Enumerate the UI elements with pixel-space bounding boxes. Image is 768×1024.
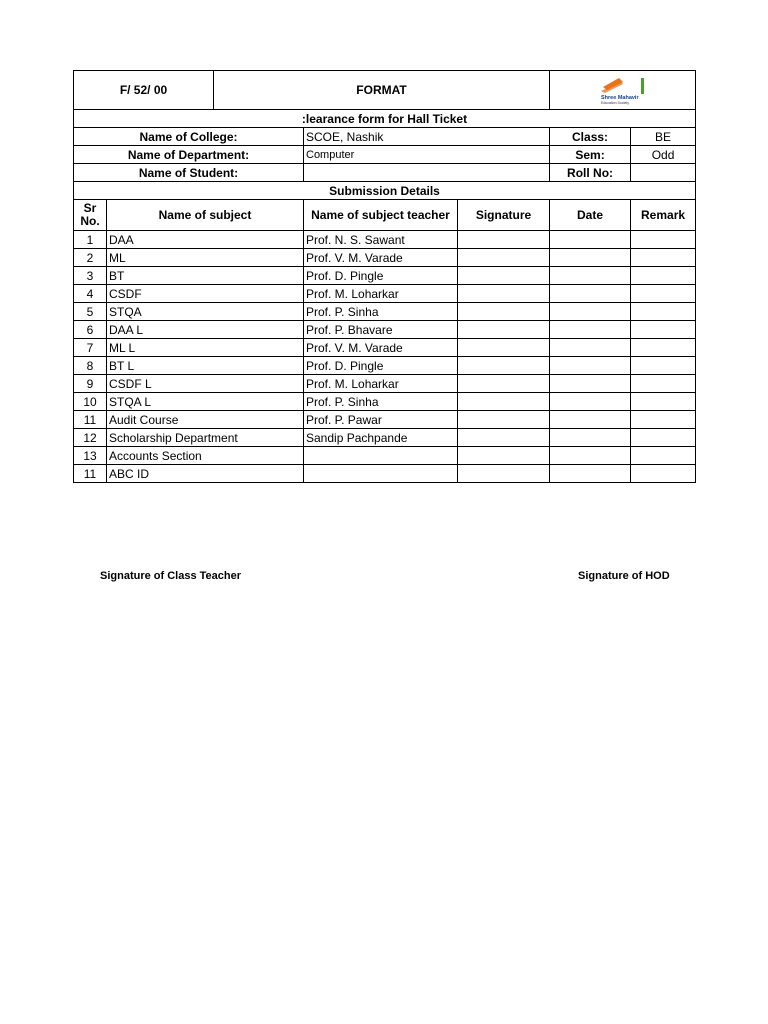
row-remark[interactable] <box>631 393 696 411</box>
table-row <box>74 249 696 267</box>
class-label: Class: <box>550 128 631 146</box>
department-label: Name of Department: <box>74 146 304 164</box>
row-sr: 12 <box>74 429 107 447</box>
submission-rows <box>74 231 696 483</box>
department-value: Computer <box>304 146 550 164</box>
row-signature[interactable] <box>458 375 550 393</box>
sem-value: Odd <box>631 146 696 164</box>
row-remark[interactable] <box>631 447 696 465</box>
row-remark[interactable] <box>631 231 696 249</box>
table-row <box>74 231 696 249</box>
row-sr: 4 <box>74 285 107 303</box>
row-remark[interactable] <box>631 339 696 357</box>
row-date[interactable] <box>550 357 631 375</box>
row-sr: 1 <box>74 231 107 249</box>
row-sr: 10 <box>74 393 107 411</box>
row-date[interactable] <box>550 231 631 249</box>
row-teacher: Prof. N. S. Sawant <box>304 231 458 249</box>
class-value: BE <box>631 128 696 146</box>
student-row <box>74 164 696 182</box>
row-sr: 3 <box>74 267 107 285</box>
row-date[interactable] <box>550 447 631 465</box>
row-remark[interactable] <box>631 249 696 267</box>
row-date[interactable] <box>550 285 631 303</box>
table-row <box>74 375 696 393</box>
row-remark[interactable] <box>631 285 696 303</box>
row-sr: 7 <box>74 339 107 357</box>
row-signature[interactable] <box>458 357 550 375</box>
row-sr: 11 <box>74 411 107 429</box>
sem-label: Sem: <box>550 146 631 164</box>
student-label: Name of Student: <box>74 164 304 182</box>
row-subject: Accounts Section <box>107 447 304 465</box>
row-signature[interactable] <box>458 303 550 321</box>
row-date[interactable] <box>550 375 631 393</box>
row-teacher: Prof. D. Pingle <box>304 357 458 375</box>
column-header-row <box>74 200 696 231</box>
row-teacher: Prof. M. Loharkar <box>304 375 458 393</box>
table-row <box>74 465 696 483</box>
col-date: Date <box>550 200 631 231</box>
row-date[interactable] <box>550 411 631 429</box>
row-date[interactable] <box>550 393 631 411</box>
row-remark[interactable] <box>631 303 696 321</box>
row-signature[interactable] <box>458 231 550 249</box>
row-teacher: Prof. P. Pawar <box>304 411 458 429</box>
section-title-row <box>74 182 696 200</box>
hod-signature-label: Signature of HOD <box>578 570 670 582</box>
col-signature: Signature <box>458 200 550 231</box>
logo-text: Shree Mahavir <box>600 95 639 101</box>
logo-subtext: Education Society <box>600 101 629 105</box>
roll-label: Roll No: <box>550 164 631 182</box>
logo-icon <box>599 75 647 105</box>
clearance-form-table <box>73 70 696 483</box>
row-teacher: Prof. M. Loharkar <box>304 285 458 303</box>
row-remark[interactable] <box>631 375 696 393</box>
row-teacher: Prof. D. Pingle <box>304 267 458 285</box>
row-subject: DAA <box>107 231 304 249</box>
class-teacher-signature-label: Signature of Class Teacher <box>100 570 242 582</box>
row-remark[interactable] <box>631 411 696 429</box>
col-remark: Remark <box>631 200 696 231</box>
table-row <box>74 411 696 429</box>
row-date[interactable] <box>550 465 631 483</box>
row-signature[interactable] <box>458 339 550 357</box>
row-date[interactable] <box>550 249 631 267</box>
department-row <box>74 146 696 164</box>
table-row <box>74 393 696 411</box>
table-row <box>74 267 696 285</box>
row-teacher: Prof. P. Sinha <box>304 303 458 321</box>
row-remark[interactable] <box>631 357 696 375</box>
row-sr: 6 <box>74 321 107 339</box>
row-teacher: Prof. V. M. Varade <box>304 339 458 357</box>
table-row <box>74 339 696 357</box>
row-signature[interactable] <box>458 267 550 285</box>
row-teacher: Prof. P. Sinha <box>304 393 458 411</box>
col-sr: Sr No. <box>74 200 107 231</box>
row-date[interactable] <box>550 429 631 447</box>
form-header-row <box>74 71 696 110</box>
row-subject: ML L <box>107 339 304 357</box>
table-row <box>74 429 696 447</box>
row-sr: 5 <box>74 303 107 321</box>
row-date[interactable] <box>550 339 631 357</box>
row-signature[interactable] <box>458 447 550 465</box>
college-value: SCOE, Nashik <box>304 128 550 146</box>
college-label: Name of College: <box>74 128 304 146</box>
row-remark[interactable] <box>631 465 696 483</box>
row-signature[interactable] <box>458 429 550 447</box>
row-remark[interactable] <box>631 267 696 285</box>
section-title: Submission Details <box>74 182 696 200</box>
table-row <box>74 303 696 321</box>
row-teacher <box>304 465 458 483</box>
form-title: :learance form for Hall Ticket <box>74 110 696 128</box>
row-sr: 11 <box>74 465 107 483</box>
row-sr: 2 <box>74 249 107 267</box>
col-subject: Name of subject <box>107 200 304 231</box>
institution-logo <box>599 75 647 105</box>
form-format-label: FORMAT <box>214 71 550 110</box>
row-subject: STQA L <box>107 393 304 411</box>
row-signature[interactable] <box>458 465 550 483</box>
row-teacher: Prof. V. M. Varade <box>304 249 458 267</box>
table-row <box>74 321 696 339</box>
row-teacher: Prof. P. Bhavare <box>304 321 458 339</box>
row-teacher: Sandip Pachpande <box>304 429 458 447</box>
row-signature[interactable] <box>458 249 550 267</box>
table-row <box>74 357 696 375</box>
logo-cell <box>550 71 696 110</box>
row-sr: 8 <box>74 357 107 375</box>
row-subject: ML <box>107 249 304 267</box>
row-subject: STQA <box>107 303 304 321</box>
form-code: F/ 52/ 00 <box>74 71 214 110</box>
row-subject: DAA L <box>107 321 304 339</box>
row-date[interactable] <box>550 321 631 339</box>
row-subject: Audit Course <box>107 411 304 429</box>
roll-value[interactable] <box>631 164 696 182</box>
row-subject: Scholarship Department <box>107 429 304 447</box>
row-subject: CSDF <box>107 285 304 303</box>
table-row <box>74 285 696 303</box>
form-title-row <box>74 110 696 128</box>
col-teacher: Name of subject teacher <box>304 200 458 231</box>
row-subject: CSDF L <box>107 375 304 393</box>
college-row <box>74 128 696 146</box>
row-subject: ABC ID <box>107 465 304 483</box>
row-signature[interactable] <box>458 285 550 303</box>
row-signature[interactable] <box>458 393 550 411</box>
row-teacher <box>304 447 458 465</box>
row-subject: BT <box>107 267 304 285</box>
student-value[interactable] <box>304 164 550 182</box>
row-subject: BT L <box>107 357 304 375</box>
row-signature[interactable] <box>458 321 550 339</box>
row-sr: 9 <box>74 375 107 393</box>
table-row <box>74 447 696 465</box>
row-date[interactable] <box>550 267 631 285</box>
row-date[interactable] <box>550 303 631 321</box>
row-remark[interactable] <box>631 321 696 339</box>
row-signature[interactable] <box>458 411 550 429</box>
row-sr: 13 <box>74 447 107 465</box>
row-remark[interactable] <box>631 429 696 447</box>
